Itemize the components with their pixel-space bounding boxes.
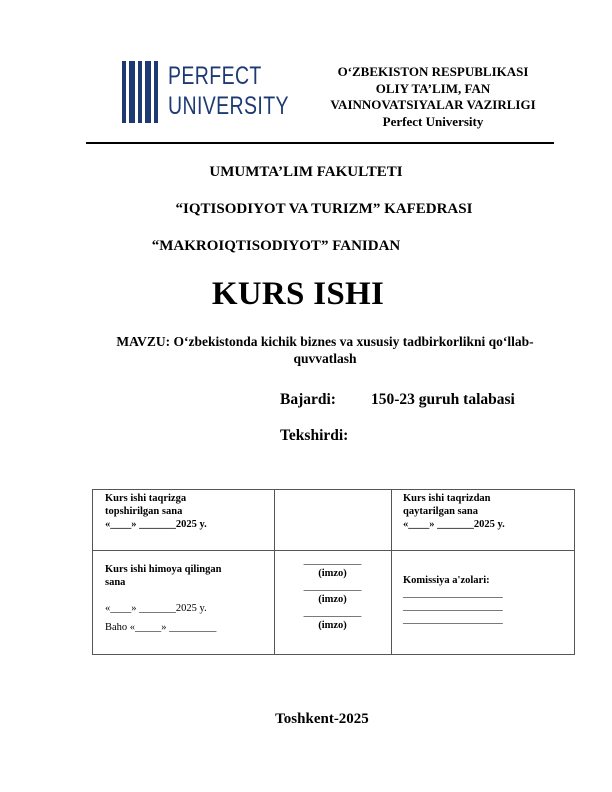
ministry-line-2: OLIY TA’LIM, FAN	[375, 80, 491, 96]
kafedra-title: “IQTISODIYOT VA TURIZM” KAFEDRASI	[175, 201, 473, 217]
committee-label: Komissiya a'zolari:	[403, 575, 490, 586]
logo-line-1: PERFECT	[168, 62, 262, 90]
signature-line: ___________	[303, 555, 362, 566]
signature-line: ___________	[303, 581, 362, 592]
faculty-title: UMUMTA’LIM FAKULTETI	[209, 164, 403, 180]
performed-by-value: 150-23 guruh talabasi	[371, 391, 515, 408]
ministry-line-1: O‘ZBEKISTON RESPUBLIKASI	[337, 64, 529, 79]
city-year: Toshkent-2025	[275, 711, 369, 727]
ministry-line-3: VAINNOVATSIYALAR VAZIRLIGI	[330, 97, 536, 112]
checked-by-label: Tekshirdi:	[280, 427, 349, 444]
logo-line-2: UNIVERSITY	[168, 92, 289, 120]
grade-field: Baho «_____» _________	[105, 622, 217, 633]
returned-date: «____» _______2025 y.	[403, 519, 505, 530]
header-divider	[86, 142, 554, 144]
committee-cell	[403, 574, 568, 626]
subject-title: “MAKROIQTISODIYOT” FANIDAN	[151, 238, 401, 254]
table-divider	[391, 490, 392, 654]
table-divider	[93, 550, 574, 551]
committee-line: ___________________	[403, 601, 503, 612]
logo-bars-icon	[122, 61, 166, 123]
signature-label: (imzo)	[318, 568, 347, 579]
committee-line: ___________________	[403, 614, 503, 625]
signatures-cell	[274, 554, 391, 632]
returned-label-1: Kurs ishi taqrizdan	[403, 493, 491, 504]
submitted-label-2: topshirilgan sana	[105, 506, 183, 517]
defended-label-2: sana	[105, 577, 126, 588]
performed-by-label: Bajardi:	[280, 391, 336, 408]
ministry-header	[298, 64, 568, 130]
topic-text: MAVZU: O‘zbekistonda kichik biznes va xususiy tadbirkorlikni qo‘llab-quvvatlash	[116, 334, 534, 366]
submitted-date: «____» _______2025 y.	[105, 519, 207, 530]
review-table	[92, 489, 575, 655]
university-name: Perfect University	[382, 113, 484, 129]
returned-label-2: qaytarilgan sana	[403, 506, 478, 517]
submitted-for-review-cell	[105, 492, 270, 531]
signature-label: (imzo)	[318, 594, 347, 605]
signature-line: ___________	[303, 607, 362, 618]
committee-line: ___________________	[403, 588, 503, 599]
defended-date: «____» _______2025 y.	[105, 603, 207, 614]
document-type-title: KURS ISHI	[211, 276, 385, 312]
returned-from-review-cell	[403, 492, 568, 531]
defended-label-1: Kurs ishi himoya qilingan	[105, 564, 222, 575]
university-logo	[122, 60, 289, 124]
defense-date-cell	[105, 563, 270, 634]
submitted-label-1: Kurs ishi taqrizga	[105, 493, 187, 504]
signature-label: (imzo)	[318, 620, 347, 631]
